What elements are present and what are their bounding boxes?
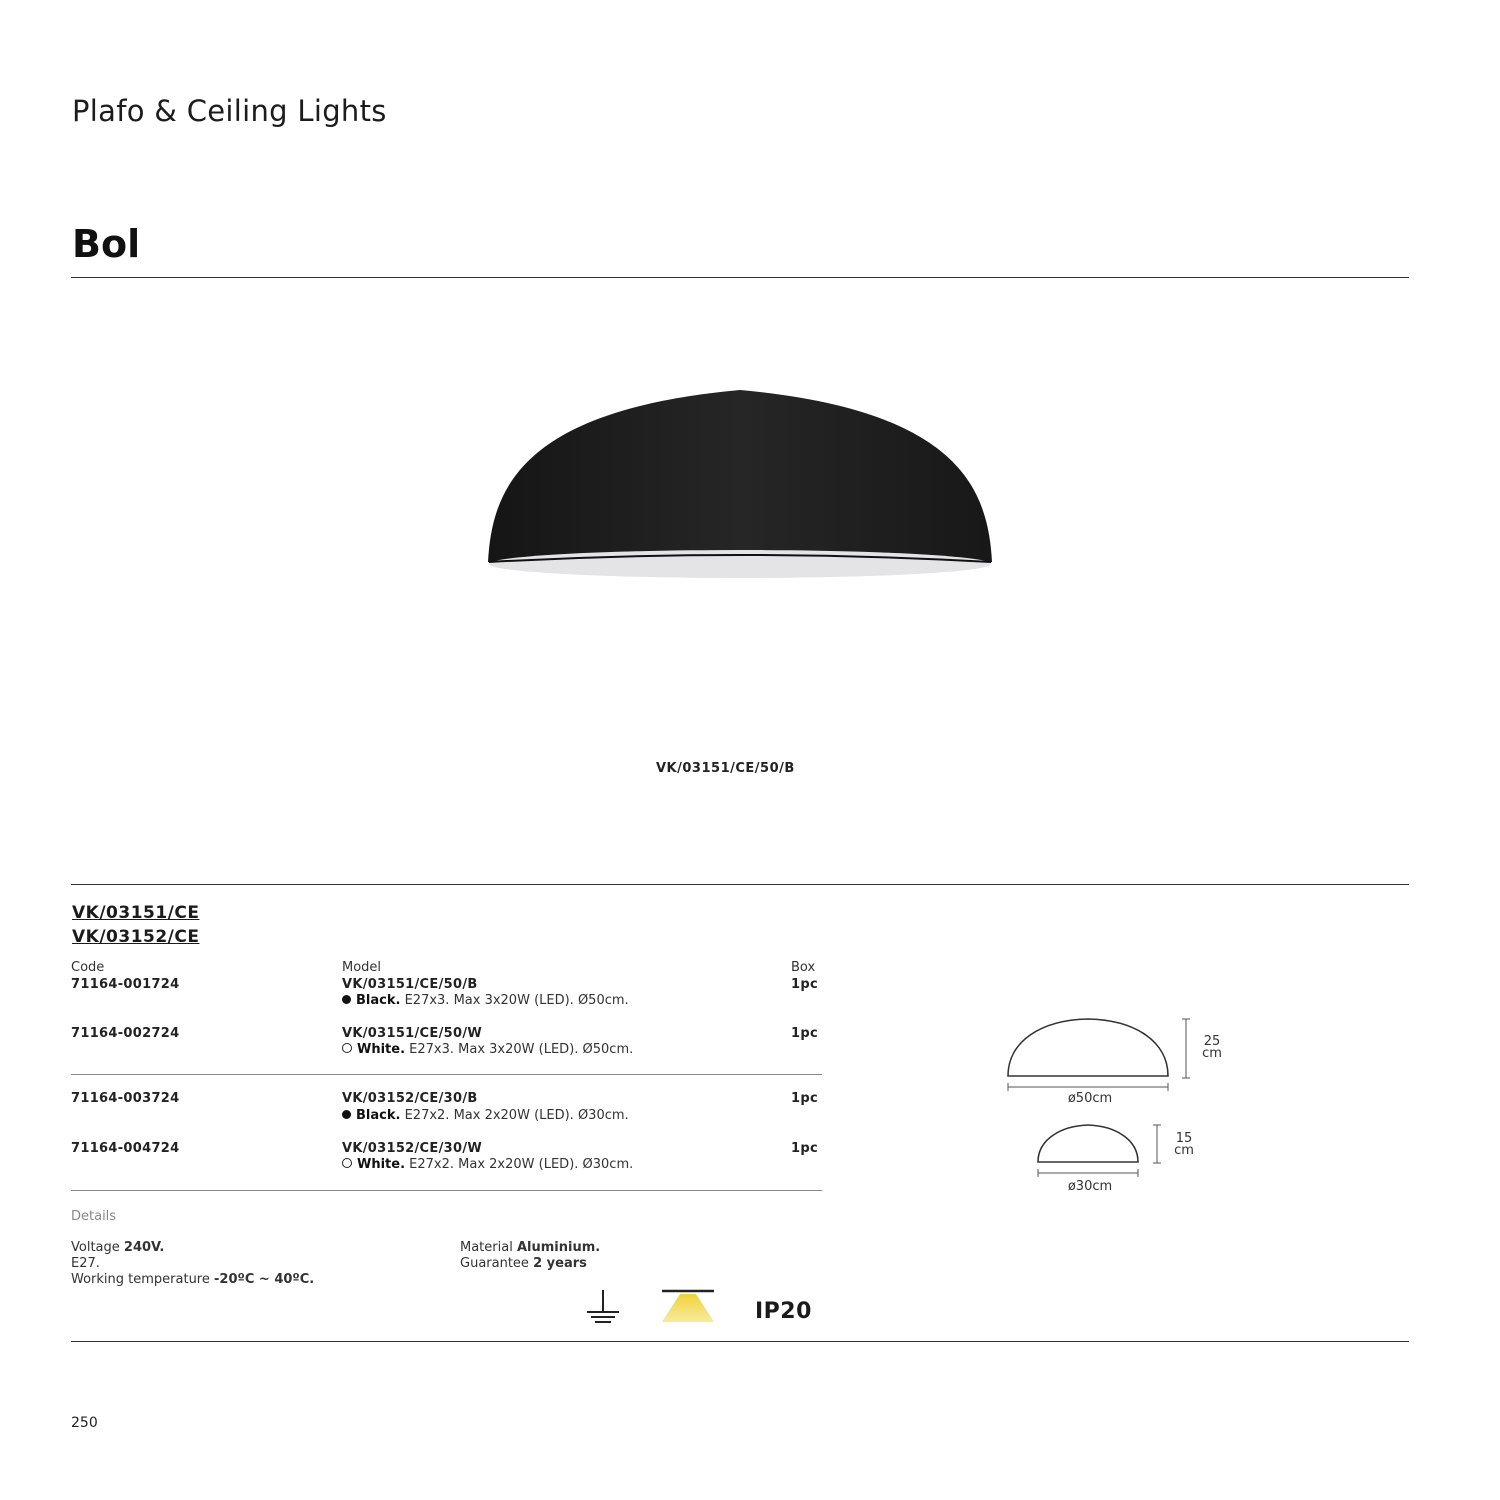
ip-rating: IP20 xyxy=(755,1299,812,1324)
details-label: Details xyxy=(71,1209,117,1224)
black-dot-icon xyxy=(342,995,351,1004)
table-divider xyxy=(71,1074,822,1075)
product-title: Bol xyxy=(72,222,141,266)
row-code: 71164-002724 xyxy=(71,1026,180,1041)
temperature-spec: Working temperature -20ºC ~ 40ºC. xyxy=(71,1272,315,1287)
row-box: 1pc xyxy=(791,1091,818,1106)
product-code-1: VK/03151/CE xyxy=(72,903,200,923)
lamp-dome xyxy=(488,390,992,562)
row-code: 71164-003724 xyxy=(71,1091,180,1106)
material-spec: Material Aluminium. xyxy=(460,1240,601,1255)
dimension-drawing-small xyxy=(1030,1120,1170,1182)
white-dot-icon xyxy=(342,1043,352,1053)
row-description: Black. E27x2. Max 2x20W (LED). Ø30cm. xyxy=(342,1108,629,1123)
dimension-drawing-large xyxy=(1000,1012,1200,1092)
row-model: VK/03151/CE/50/W xyxy=(342,1026,483,1041)
row-description: White. E27x3. Max 3x20W (LED). Ø50cm. xyxy=(342,1042,633,1057)
details-left xyxy=(71,1240,314,1288)
row-model: VK/03151/CE/50/B xyxy=(342,977,478,992)
row-box: 1pc xyxy=(791,977,818,992)
row-box: 1pc xyxy=(791,1141,818,1156)
row-model: VK/03152/CE/30/B xyxy=(342,1091,478,1106)
height-label-small: 15 cm xyxy=(1174,1131,1194,1158)
socket-spec: E27. xyxy=(71,1256,100,1271)
row-box: 1pc xyxy=(791,1026,818,1041)
ground-icon xyxy=(585,1288,625,1324)
table-bottom-divider xyxy=(71,1190,822,1191)
header-model: Model xyxy=(342,960,382,975)
bottom-divider xyxy=(71,1341,1409,1342)
product-photo xyxy=(480,380,1000,590)
product-code-2: VK/03152/CE xyxy=(72,927,200,947)
page-number: 250 xyxy=(71,1415,98,1431)
section-divider xyxy=(71,884,1409,885)
white-dot-icon xyxy=(342,1158,352,1168)
header-box: Box xyxy=(791,960,816,975)
photo-caption: VK/03151/CE/50/B xyxy=(656,761,795,776)
diameter-label-large: ø50cm xyxy=(1067,1091,1113,1106)
category-title: Plafo & Ceiling Lights xyxy=(72,94,387,128)
title-divider xyxy=(71,277,1409,278)
diameter-label-small: ø30cm xyxy=(1067,1179,1113,1194)
black-dot-icon xyxy=(342,1110,351,1119)
guarantee-spec: Guarantee 2 years xyxy=(460,1256,587,1271)
row-code: 71164-001724 xyxy=(71,977,180,992)
details-right xyxy=(460,1240,600,1272)
height-label-large: 25 cm xyxy=(1202,1034,1222,1061)
row-description: Black. E27x3. Max 3x20W (LED). Ø50cm. xyxy=(342,993,629,1008)
voltage-spec: Voltage 240V. xyxy=(71,1240,165,1255)
row-description: White. E27x2. Max 2x20W (LED). Ø30cm. xyxy=(342,1157,633,1172)
header-code: Code xyxy=(71,960,105,975)
downlight-icon xyxy=(658,1288,718,1324)
row-code: 71164-004724 xyxy=(71,1141,180,1156)
row-model: VK/03152/CE/30/W xyxy=(342,1141,483,1156)
